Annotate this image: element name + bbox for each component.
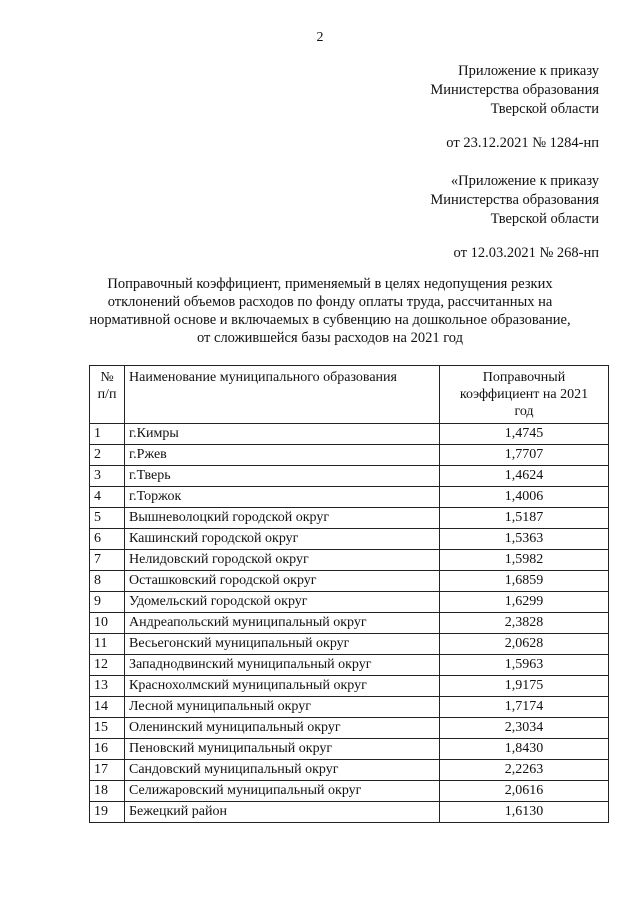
row-coefficient: 2,0628 [440,634,609,655]
table-row [90,634,609,655]
row-coefficient: 1,7174 [440,697,609,718]
row-coefficient: 2,0616 [440,781,609,802]
header-number-line-1: № [100,370,114,385]
table-body [90,424,609,823]
header-number [90,366,125,424]
row-name: г.Тверь [125,466,440,487]
row-name: Пеновский муниципальный округ [125,739,440,760]
table-row [90,697,609,718]
row-number: 11 [90,634,125,655]
original-appendix-date: от 12.03.2021 № 268-нп [453,245,599,261]
table-row [90,655,609,676]
row-name: г.Ржев [125,445,440,466]
table-row [90,739,609,760]
table-row [90,781,609,802]
table-row [90,466,609,487]
title-line-4: от сложившейся базы расходов на 2021 год [196,330,463,346]
original-appendix-line-2: Министерства образования [430,192,599,208]
row-name: Лесной муниципальный округ [125,697,440,718]
table-row [90,529,609,550]
header-coefficient-line-3: год [514,404,534,419]
row-number: 15 [90,718,125,739]
row-number: 2 [90,445,125,466]
row-name: Кашинский городской округ [125,529,440,550]
table-row [90,718,609,739]
row-name: Сандовский муниципальный округ [125,760,440,781]
table-row [90,613,609,634]
row-number: 16 [90,739,125,760]
page-number: 2 [316,30,324,45]
row-name: Нелидовский городской округ [125,550,440,571]
row-coefficient: 1,5963 [440,655,609,676]
original-appendix-header [430,172,599,229]
row-coefficient: 1,7707 [440,445,609,466]
row-name: г.Торжок [125,487,440,508]
row-coefficient: 1,6859 [440,571,609,592]
original-appendix-line-1: «Приложение к приказу [450,173,599,189]
row-name: Селижаровский муниципальный округ [125,781,440,802]
row-coefficient: 2,3828 [440,613,609,634]
row-number: 17 [90,760,125,781]
row-number: 14 [90,697,125,718]
row-coefficient: 1,8430 [440,739,609,760]
header-coefficient-line-1: Поправочный [482,370,566,385]
appendix-date: от 23.12.2021 № 1284-нп [446,135,599,151]
row-number: 4 [90,487,125,508]
coefficient-table [89,365,609,823]
table-header-row [90,366,609,424]
row-coefficient: 2,2263 [440,760,609,781]
row-number: 6 [90,529,125,550]
table-row [90,445,609,466]
table-row [90,508,609,529]
title-line-1: Поправочный коэффициент, применяемый в целях недопущения резких [107,276,553,292]
table-row [90,487,609,508]
row-number: 12 [90,655,125,676]
title-line-3: нормативной основе и включаемых в субвенцию на дошкольное образование, [89,312,571,328]
row-coefficient: 1,9175 [440,676,609,697]
row-coefficient: 1,4006 [440,487,609,508]
appendix-line-3: Тверской области [490,101,599,117]
appendix-line-1: Приложение к приказу [458,63,599,79]
row-name: Весьегонский муниципальный округ [125,634,440,655]
row-name: Андреапольский муниципальный округ [125,613,440,634]
document-title [60,275,600,347]
table-row [90,571,609,592]
row-name: Краснохолмский муниципальный округ [125,676,440,697]
original-appendix-line-3: Тверской области [490,211,599,227]
appendix-line-2: Министерства образования [430,82,599,98]
row-number: 10 [90,613,125,634]
appendix-header [430,62,599,119]
table-row [90,550,609,571]
row-name: Вышневолоцкий городской округ [125,508,440,529]
row-number: 13 [90,676,125,697]
row-coefficient: 1,6130 [440,802,609,823]
row-name: Западнодвинский муниципальный округ [125,655,440,676]
row-coefficient: 1,4624 [440,466,609,487]
row-name: Бежецкий район [125,802,440,823]
row-number: 18 [90,781,125,802]
row-number: 19 [90,802,125,823]
row-coefficient: 1,4745 [440,424,609,445]
row-name: Осташковский городской округ [125,571,440,592]
table-row [90,760,609,781]
row-number: 9 [90,592,125,613]
table-row [90,424,609,445]
row-name: Удомельский городской округ [125,592,440,613]
table-row [90,592,609,613]
row-coefficient: 1,6299 [440,592,609,613]
header-coefficient-line-2: коэффициент на 2021 [459,387,589,402]
row-number: 5 [90,508,125,529]
row-number: 1 [90,424,125,445]
row-name: г.Кимры [125,424,440,445]
row-number: 7 [90,550,125,571]
header-coefficient [440,366,609,424]
row-number: 8 [90,571,125,592]
title-line-2: отклонений объемов расходов по фонду оплаты труда, рассчитанных на [107,294,553,310]
row-coefficient: 1,5982 [440,550,609,571]
row-coefficient: 2,3034 [440,718,609,739]
row-coefficient: 1,5363 [440,529,609,550]
row-coefficient: 1,5187 [440,508,609,529]
header-number-line-2: п/п [97,387,117,402]
row-number: 3 [90,466,125,487]
table-row [90,676,609,697]
table-row [90,802,609,823]
row-name: Оленинский муниципальный округ [125,718,440,739]
header-name: Наименование муниципального образования [125,366,440,424]
